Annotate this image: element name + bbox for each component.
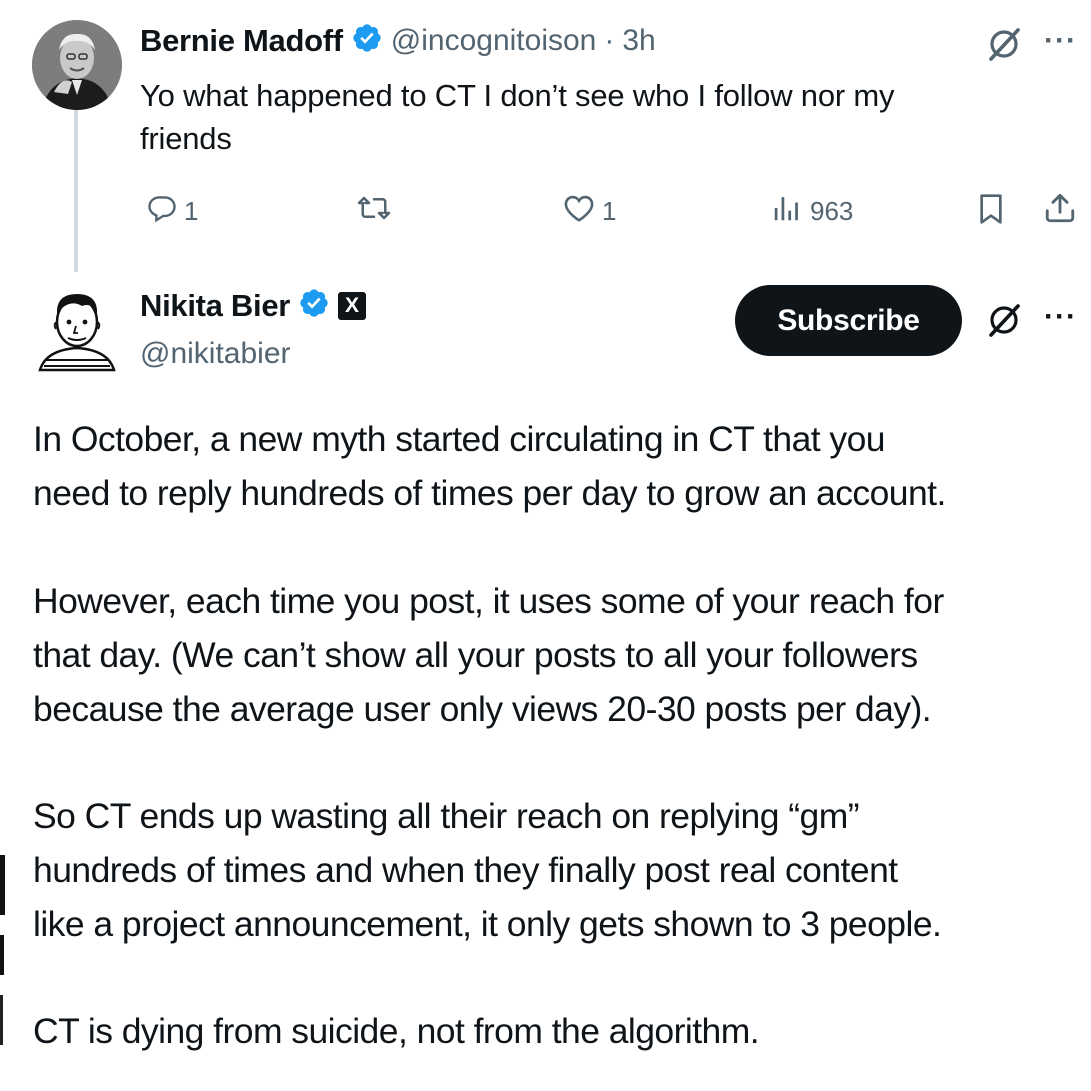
reply-post-text — [140, 74, 894, 160]
reply-icon — [146, 193, 178, 230]
post-text-line: However, each time you post, it uses some of your reach for — [33, 581, 944, 621]
more-icon[interactable]: ··· — [1044, 300, 1077, 333]
repost-button[interactable] — [356, 193, 398, 230]
like-count: 1 — [602, 196, 617, 226]
post-text-line: hundreds of times and when they finally post real content — [33, 850, 898, 890]
main-post-paragraph-4 — [33, 1004, 759, 1058]
main-post-paragraph-3 — [33, 789, 941, 951]
grok-icon[interactable] — [984, 302, 1024, 343]
repost-icon — [356, 193, 392, 230]
reply-post-header — [140, 22, 656, 59]
separator-dot: · — [604, 23, 615, 57]
reply-button[interactable] — [146, 193, 198, 230]
thread-connector-line — [74, 110, 78, 272]
post-text-line: like a project announcement, it only gets shown to 3 people. — [33, 904, 942, 944]
reply-text-line: friends — [140, 121, 232, 156]
subscribe-button[interactable]: Subscribe — [735, 285, 962, 356]
avatar-bernie-madoff[interactable] — [32, 20, 122, 110]
post-timestamp[interactable]: 3h — [622, 23, 656, 57]
post-text-line: CT is dying from suicide, not from the algorithm. — [33, 1011, 760, 1051]
author-handle[interactable]: @incognitoison — [390, 23, 597, 57]
share-icon[interactable] — [1043, 191, 1077, 230]
reply-count: 1 — [184, 196, 199, 226]
main-post-paragraph-1 — [33, 412, 946, 520]
author-name[interactable]: Bernie Madoff — [140, 22, 343, 58]
post-text-line: that day. (We can’t show all your posts to all your followers — [33, 635, 918, 675]
views-icon — [770, 193, 804, 230]
post-text-line: need to reply hundreds of times per day to grow an account. — [33, 473, 946, 513]
left-edge-artifact — [0, 855, 10, 1045]
like-icon — [562, 193, 596, 230]
author-handle[interactable]: @nikitabier — [140, 337, 291, 370]
main-post-header — [140, 287, 366, 324]
more-icon[interactable]: ··· — [1044, 24, 1077, 57]
post-text-line: So CT ends up wasting all their reach on replying “gm” — [33, 796, 860, 836]
grok-icon[interactable] — [984, 26, 1024, 67]
post-text-line: In October, a new myth started circulating in CT that you — [33, 419, 885, 459]
affiliation-badge-x-logo[interactable]: X — [338, 292, 366, 320]
main-post-paragraph-2 — [33, 574, 944, 736]
post-text-line: because the average user only views 20-30 posts per day). — [33, 689, 932, 729]
view-count: 963 — [810, 196, 854, 226]
reply-text-line: Yo what happened to CT I don’t see who I follow nor my — [140, 78, 895, 113]
like-button[interactable] — [562, 193, 616, 230]
views-button[interactable] — [770, 193, 853, 230]
verified-badge-icon — [298, 287, 330, 324]
avatar-nikita-bier[interactable] — [32, 282, 122, 372]
verified-badge-icon — [351, 22, 383, 59]
bookmark-icon[interactable] — [976, 193, 1006, 230]
author-name[interactable]: Nikita Bier — [140, 287, 291, 323]
